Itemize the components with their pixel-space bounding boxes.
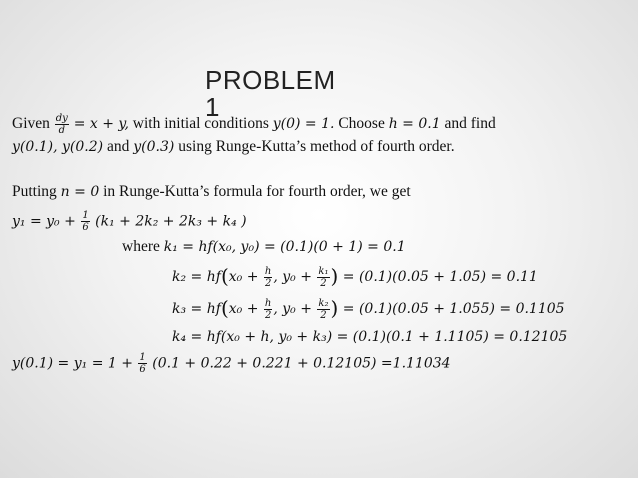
result-rhs: (0.1 + 0.22 + 0.221 + 0.12105) =1.11034	[152, 355, 451, 372]
step-size: h = 0.1	[388, 116, 441, 133]
putting-line	[12, 183, 411, 201]
problem-line-2	[12, 138, 455, 156]
k3-a: x₀ +	[228, 301, 259, 317]
k3-lhs: k₃ = hf	[172, 301, 221, 317]
h-over-2-fraction: $\frac{h}{2}$	[264, 265, 272, 289]
formula-lhs: y₁ = y₀ +	[12, 213, 76, 230]
targets-1: y(0.1), y(0.2)	[12, 139, 104, 155]
k2-line: k₂ = hf(x₀ + $\frac{h}{2}$ , y₀ + $\frac{\text{k₁}}{2}$ ) = (0.1)(0.05 + 1.05) = 0.11	[172, 264, 538, 289]
k2-rhs: = (0.1)(0.05 + 1.05) = 0.11	[342, 269, 538, 285]
k2-over-2-fraction: $\frac{\text{k₂}}{2}$	[318, 297, 329, 321]
target-3: y(0.3)	[133, 139, 175, 155]
choose-label: Choose	[338, 115, 385, 133]
problem-line-1	[12, 113, 496, 136]
method-label: using Runge-Kutta’s method of fourth order.	[178, 138, 455, 155]
given-label: Given	[12, 115, 50, 133]
dy-dx-fraction: $\frac{dy}{d}$	[55, 113, 68, 136]
n-value: n = 0	[60, 184, 100, 200]
k4-expression: k₄ = hf(x₀ + h, y₀ + k₃) = (0.1)(0.1 + 1.1105) = 0.12105	[172, 329, 568, 345]
find-label: and find	[444, 115, 496, 133]
k1-over-2-fraction: $\frac{\text{k₁}}{2}$	[318, 265, 329, 289]
and-label: and	[106, 138, 130, 155]
k1-expression: k₁ = hf(x₀, y₀) = (0.1)(0 + 1) = 0.1	[163, 239, 406, 255]
putting-tail: in Runge-Kutta’s formula for fourth order, we get	[103, 183, 411, 200]
one-sixth-fraction: $\frac{1}{6}$	[139, 352, 146, 375]
k2-lhs: k₂ = hf	[172, 269, 221, 285]
k1-line	[122, 238, 406, 256]
k4-line	[172, 329, 567, 345]
initial-condition: y(0) = 1.	[272, 116, 335, 133]
where-label: where	[122, 238, 160, 255]
rk4-formula	[12, 210, 247, 233]
putting-label: Putting	[12, 183, 57, 200]
k3-line: k₃ = hf(x₀ + $\frac{h}{2}$ , y₀ + $\frac{\text{k₂}}{2}$ ) = (0.1)(0.05 + 1.055) = 0.1105	[172, 296, 565, 321]
k3-b: , y₀ +	[273, 301, 312, 317]
one-sixth-fraction: $\frac{1}{6}$	[82, 210, 89, 233]
k2-b: , y₀ +	[273, 269, 312, 285]
result-lhs: y(0.1) = y₁ = 1 +	[12, 355, 133, 372]
ode-rhs: = x + y,	[73, 116, 129, 133]
k3-rhs: = (0.1)(0.05 + 1.055) = 0.1105	[342, 301, 565, 317]
result-line	[12, 352, 451, 375]
formula-rhs: (k₁ + 2k₂ + 2k₃ + k₄ )	[95, 213, 247, 230]
slide-title: PROBLEM 1	[205, 65, 336, 122]
h-over-2-fraction: $\frac{h}{2}$	[264, 297, 272, 321]
initial-conditions-label: with initial conditions	[132, 115, 269, 133]
k2-a: x₀ +	[228, 269, 259, 285]
